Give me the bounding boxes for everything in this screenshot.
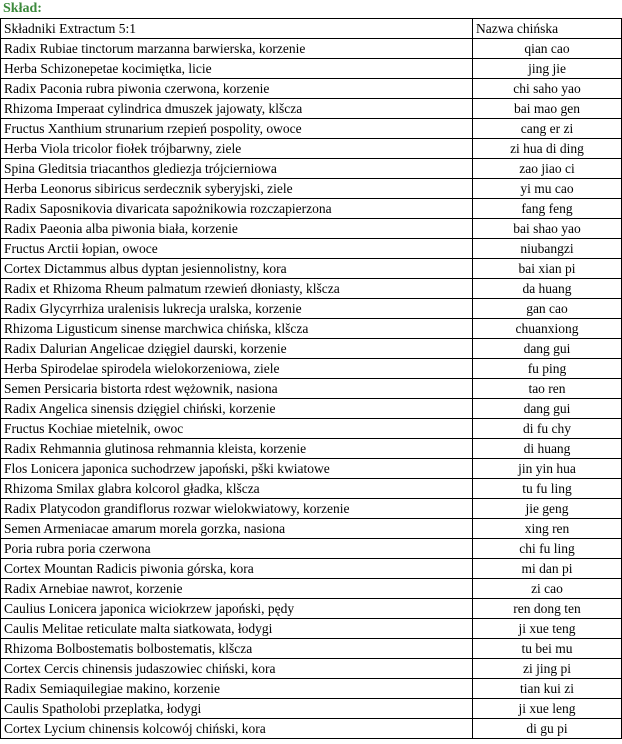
ingredient-cell: Semen Armeniacae amarum morela gorzka, nasiona <box>1 519 473 539</box>
ingredient-cell: Radix Rehmannia glutinosa rehmannia kleista, korzenie <box>1 439 473 459</box>
chinese-name-cell: dang gui <box>473 399 622 419</box>
chinese-name-cell: bai mao gen <box>473 99 622 119</box>
chinese-name-cell: jie geng <box>473 499 622 519</box>
table-row <box>1 139 622 159</box>
table-row <box>1 539 622 559</box>
ingredient-cell: Radix Rubiae tinctorum marzanna barwierska, korzenie <box>1 39 473 59</box>
table-row <box>1 719 622 739</box>
column-header-ingredient: Składniki Extractum 5:1 <box>1 19 473 39</box>
table-row <box>1 79 622 99</box>
table-row <box>1 559 622 579</box>
table-row <box>1 59 622 79</box>
table-row <box>1 479 622 499</box>
ingredient-cell: Radix et Rhizoma Rheum palmatum rzewień dłoniasty, klšcza <box>1 279 473 299</box>
table-row <box>1 379 622 399</box>
table-row <box>1 339 622 359</box>
column-header-chinese-name: Nazwa chińska <box>473 19 622 39</box>
chinese-name-cell: fang feng <box>473 199 622 219</box>
ingredient-cell: Radix Angelica sinensis dzięgiel chiński, korzenie <box>1 399 473 419</box>
chinese-name-cell: zi cao <box>473 579 622 599</box>
chinese-name-cell: yi mu cao <box>473 179 622 199</box>
chinese-name-cell: di fu chy <box>473 419 622 439</box>
ingredient-cell: Flos Lonicera japonica suchodrzew japoński, pški kwiatowe <box>1 459 473 479</box>
table-row <box>1 419 622 439</box>
chinese-name-cell: tu bei mu <box>473 639 622 659</box>
chinese-name-cell: di gu pi <box>473 719 622 739</box>
table-row <box>1 199 622 219</box>
ingredient-cell: Cortex Cercis chinensis judaszowiec chiński, kora <box>1 659 473 679</box>
ingredient-cell: Herba Leonorus sibiricus serdecznik syberyjski, ziele <box>1 179 473 199</box>
chinese-name-cell: zao jiao ci <box>473 159 622 179</box>
chinese-name-cell: niubangzi <box>473 239 622 259</box>
chinese-name-cell: da huang <box>473 279 622 299</box>
ingredient-cell: Cortex Dictammus albus dyptan jesiennolistny, kora <box>1 259 473 279</box>
ingredient-cell: Radix Paeonia alba piwonia biała, korzenie <box>1 219 473 239</box>
ingredient-cell: Caulis Spatholobi przeplatka, łodygi <box>1 699 473 719</box>
chinese-name-cell: jing jie <box>473 59 622 79</box>
chinese-name-cell: qian cao <box>473 39 622 59</box>
table-row <box>1 499 622 519</box>
ingredient-cell: Cortex Lycium chinensis kolcowój chiński, kora <box>1 719 473 739</box>
table-row <box>1 519 622 539</box>
ingredient-cell: Radix Glycyrrhiza uralenisis lukrecja uralska, korzenie <box>1 299 473 319</box>
chinese-name-cell: dang gui <box>473 339 622 359</box>
chinese-name-cell: mi dan pi <box>473 559 622 579</box>
table-row <box>1 319 622 339</box>
table-row <box>1 159 622 179</box>
ingredient-cell: Poria rubra poria czerwona <box>1 539 473 559</box>
ingredient-cell: Radix Arnebiae nawrot, korzenie <box>1 579 473 599</box>
chinese-name-cell: di huang <box>473 439 622 459</box>
table-row <box>1 259 622 279</box>
ingredient-cell: Herba Spirodelae spirodela wielokorzeniowa, ziele <box>1 359 473 379</box>
ingredient-cell: Fructus Kochiae mietelnik, owoc <box>1 419 473 439</box>
table-row <box>1 459 622 479</box>
ingredient-cell: Fructus Xanthium strunarium rzepień pospolity, owoce <box>1 119 473 139</box>
ingredient-cell: Spina Gleditsia triacanthos glediezja trójcierniowa <box>1 159 473 179</box>
chinese-name-cell: zi hua di ding <box>473 139 622 159</box>
ingredient-cell: Fructus Arctii łopian, owoce <box>1 239 473 259</box>
ingredient-cell: Rhizoma Smilax glabra kolcorol gładka, klšcza <box>1 479 473 499</box>
ingredient-cell: Caulis Melitae reticulate malta siatkowata, łodygi <box>1 619 473 639</box>
chinese-name-cell: chi fu ling <box>473 539 622 559</box>
chinese-name-cell: tian kui zi <box>473 679 622 699</box>
table-row <box>1 239 622 259</box>
ingredient-cell: Rhizoma Bolbostematis bolbostematis, klšcza <box>1 639 473 659</box>
chinese-name-cell: xing ren <box>473 519 622 539</box>
chinese-name-cell: chuanxiong <box>473 319 622 339</box>
table-row <box>1 99 622 119</box>
chinese-name-cell: fu ping <box>473 359 622 379</box>
ingredient-cell: Semen Persicaria bistorta rdest wężownik, nasiona <box>1 379 473 399</box>
ingredients-table-body <box>1 19 622 739</box>
table-row <box>1 39 622 59</box>
chinese-name-cell: tao ren <box>473 379 622 399</box>
table-row <box>1 219 622 239</box>
chinese-name-cell: bai xian pi <box>473 259 622 279</box>
ingredient-cell: Radix Dalurian Angelicae dzięgiel daurski, korzenie <box>1 339 473 359</box>
ingredient-cell: Caulius Lonicera japonica wiciokrzew japoński, pędy <box>1 599 473 619</box>
table-row <box>1 599 622 619</box>
ingredient-cell: Rhizoma Ligusticum sinense marchwica chińska, klšcza <box>1 319 473 339</box>
table-row <box>1 659 622 679</box>
ingredient-cell: Herba Schizonepetae kocimiętka, licie <box>1 59 473 79</box>
table-row <box>1 179 622 199</box>
ingredient-cell: Herba Viola tricolor fiołek trójbarwny, ziele <box>1 139 473 159</box>
ingredient-cell: Radix Platycodon grandiflorus rozwar wielokwiatowy, korzenie <box>1 499 473 519</box>
table-row <box>1 679 622 699</box>
table-header-row <box>1 19 622 39</box>
ingredient-cell: Radix Saposnikovia divaricata sapożnikowia rozczapierzona <box>1 199 473 219</box>
chinese-name-cell: gan cao <box>473 299 622 319</box>
table-row <box>1 119 622 139</box>
table-row <box>1 399 622 419</box>
ingredient-cell: Radix Semiaquilegiae makino, korzenie <box>1 679 473 699</box>
table-row <box>1 619 622 639</box>
chinese-name-cell: bai shao yao <box>473 219 622 239</box>
chinese-name-cell: cang er zi <box>473 119 622 139</box>
table-row <box>1 699 622 719</box>
chinese-name-cell: chi saho yao <box>473 79 622 99</box>
ingredient-cell: Cortex Mountan Radicis piwonia górska, kora <box>1 559 473 579</box>
ingredient-cell: Rhizoma Imperaat cylindrica dmuszek jajowaty, klšcza <box>1 99 473 119</box>
table-row <box>1 439 622 459</box>
chinese-name-cell: ji xue teng <box>473 619 622 639</box>
section-heading: Skład: <box>3 1 42 16</box>
table-row <box>1 279 622 299</box>
chinese-name-cell: jin yin hua <box>473 459 622 479</box>
chinese-name-cell: zi jing pi <box>473 659 622 679</box>
chinese-name-cell: ren dong ten <box>473 599 622 619</box>
ingredient-cell: Radix Paconia rubra piwonia czerwona, korzenie <box>1 79 473 99</box>
chinese-name-cell: tu fu ling <box>473 479 622 499</box>
table-row <box>1 579 622 599</box>
chinese-name-cell: ji xue leng <box>473 699 622 719</box>
ingredients-table <box>0 18 622 739</box>
table-row <box>1 299 622 319</box>
table-row <box>1 359 622 379</box>
table-row <box>1 639 622 659</box>
